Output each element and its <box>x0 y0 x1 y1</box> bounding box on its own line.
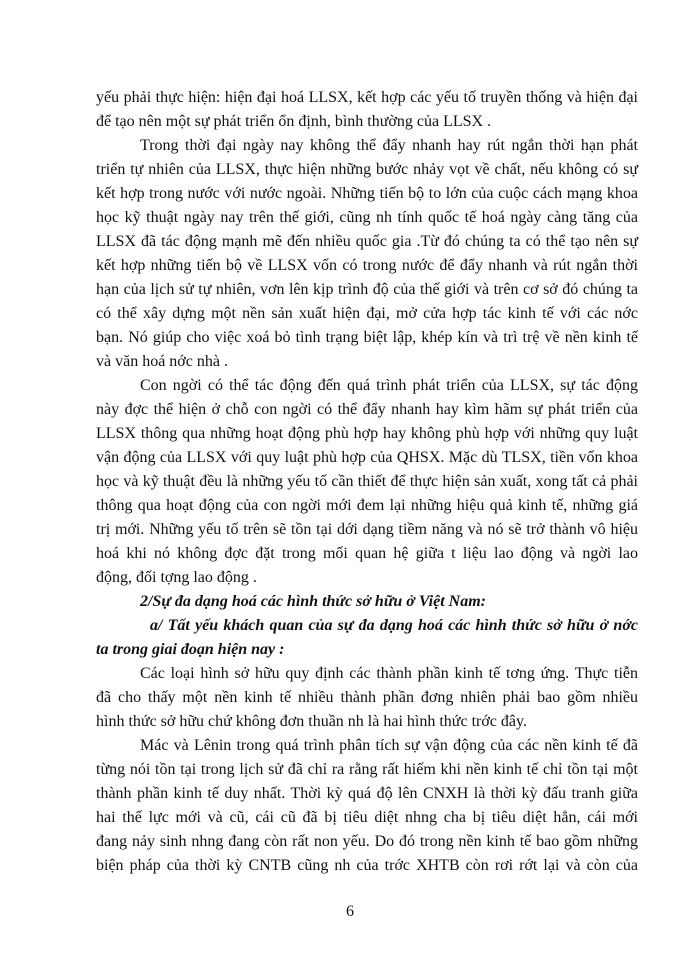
text-line: hình thức sở hữu chứ không đơn thuần nh là hai hình thức trớc đây. <box>96 713 527 730</box>
text-line: học và kỹ thuật đều là những yếu tố cần thiết để thực hiện sản xuất, xong tất cả phải <box>96 473 638 490</box>
text-line: Con ngời có thể tác động đến quá trình phát triển của LLSX, sự tác động <box>140 377 638 394</box>
text-line: trị mới. Những yếu tố trên sẽ tồn tại dới dạng tiềm năng và nó sẽ trở thành vô hiệu <box>96 521 638 538</box>
text-line: yếu phải thực hiện: hiện đại hoá LLSX, kết hợp các yếu tố truyền thống và hiện đại <box>96 89 638 106</box>
text-line: có thể xây dựng một nền sản xuất hiện đại, mở cửa hợp tác kinh tế với các nớc <box>96 305 638 322</box>
text-line: kết hợp trong nước với nước ngoài. Những tiến bộ to lớn của cuộc cách mạng khoa <box>96 185 638 202</box>
text-line: bạn. Nó giúp cho việc xoá bỏ tình trạng biệt lập, khép kín và trì trệ về nền kinh tế <box>96 329 638 346</box>
text-line: để tạo nên một sự phát triển ổn định, bình thường của LLSX . <box>96 113 492 130</box>
text-line: LLSX đã tác động mạnh mẽ đến nhiều quốc gia .Từ đó chúng ta có thể tạo nên sự <box>96 233 638 250</box>
text-line: biện pháp của thời kỳ CNTB cũng nh của trớc XHTB còn rơi rớt lại và còn của <box>96 857 638 874</box>
text-line: hoá khi nó không đợc đặt trong mối quan hệ giữa t liệu lao động và ngời lao <box>96 545 638 562</box>
text-line: đã cho thấy một nền kinh tế nhiều thành phần đơng nhiên phải bao gồm nhiều <box>96 689 638 706</box>
text-line: học kỹ thuật ngày nay trên thế giới, cũng nh tính quốc tế hoá ngày càng tăng của <box>96 209 638 226</box>
text-line: và văn hoá nớc nhà . <box>96 353 228 370</box>
text-line: thông qua hoạt động của con ngời mới đem lại những hiệu quả kinh tế, những giá <box>96 497 638 514</box>
text-line: vận động của LLSX với quy luật phù hợp của QHSX. Mặc dù TLSX, tiền vốn khoa <box>96 449 638 466</box>
text-line: Mác và Lênin trong quá trình phân tích sự vận động của các nền kinh tế đã <box>140 737 638 754</box>
subsection-heading-cont: ta trong giai đoạn hiện nay : <box>96 641 285 658</box>
text-line: Các loại hình sở hữu quy định các thành phần kinh tế tơng ứng. Thực tiễn <box>140 665 638 682</box>
text-line: LLSX thông qua những hoạt động phù hợp hay không phù hợp với những quy luật <box>96 425 638 442</box>
text-line: Trong thời đại ngày nay không thể đẩy nhanh hay rút ngắn thời hạn phát <box>140 137 638 154</box>
page-number: 6 <box>346 903 354 920</box>
text-line: từng nói tồn tại trong lịch sử đã chỉ ra rằng rất hiếm khi nền kinh tế chỉ tồn tại một <box>96 761 638 778</box>
section-heading: 2/Sự đa dạng hoá các hình thức sở hữu ở Việt Nam: <box>140 593 486 610</box>
text-line: kết hợp những tiến bộ về LLSX vốn có trong nước để đẩy nhanh và rút ngắn thời <box>96 257 638 274</box>
text-line: thành phần kinh tế duy nhất. Thời kỳ quá độ lên CNXH là thời kỳ đấu tranh giữa <box>96 785 638 802</box>
text-line: hạn của lịch sử tự nhiên, vơn lên kịp trình độ của thế giới và trên cơ sở đó chúng ta <box>96 281 638 298</box>
subsection-heading: a/ Tất yếu khách quan của sự đa dạng hoá các hình thức sở hữu ở nớc <box>150 617 638 634</box>
text-line: hai thế lực mới và cũ, cái cũ đã bị tiêu diệt nhng cha bị tiêu diệt hẳn, cái mới <box>96 809 638 826</box>
text-line: này đợc thể hiện ở chỗ con ngời có thể đẩy nhanh hay kìm hãm sự phát triển của <box>96 401 638 418</box>
text-line: triển tự nhiên của LLSX, thực hiện những bước nhảy vọt về chất, nếu không có sự <box>96 161 638 178</box>
text-line: đang nảy sinh nhng đang còn rất non yếu. Do đó trong nền kinh tế bao gồm những <box>96 833 638 850</box>
text-line: động, đối tợng lao động . <box>96 569 257 586</box>
